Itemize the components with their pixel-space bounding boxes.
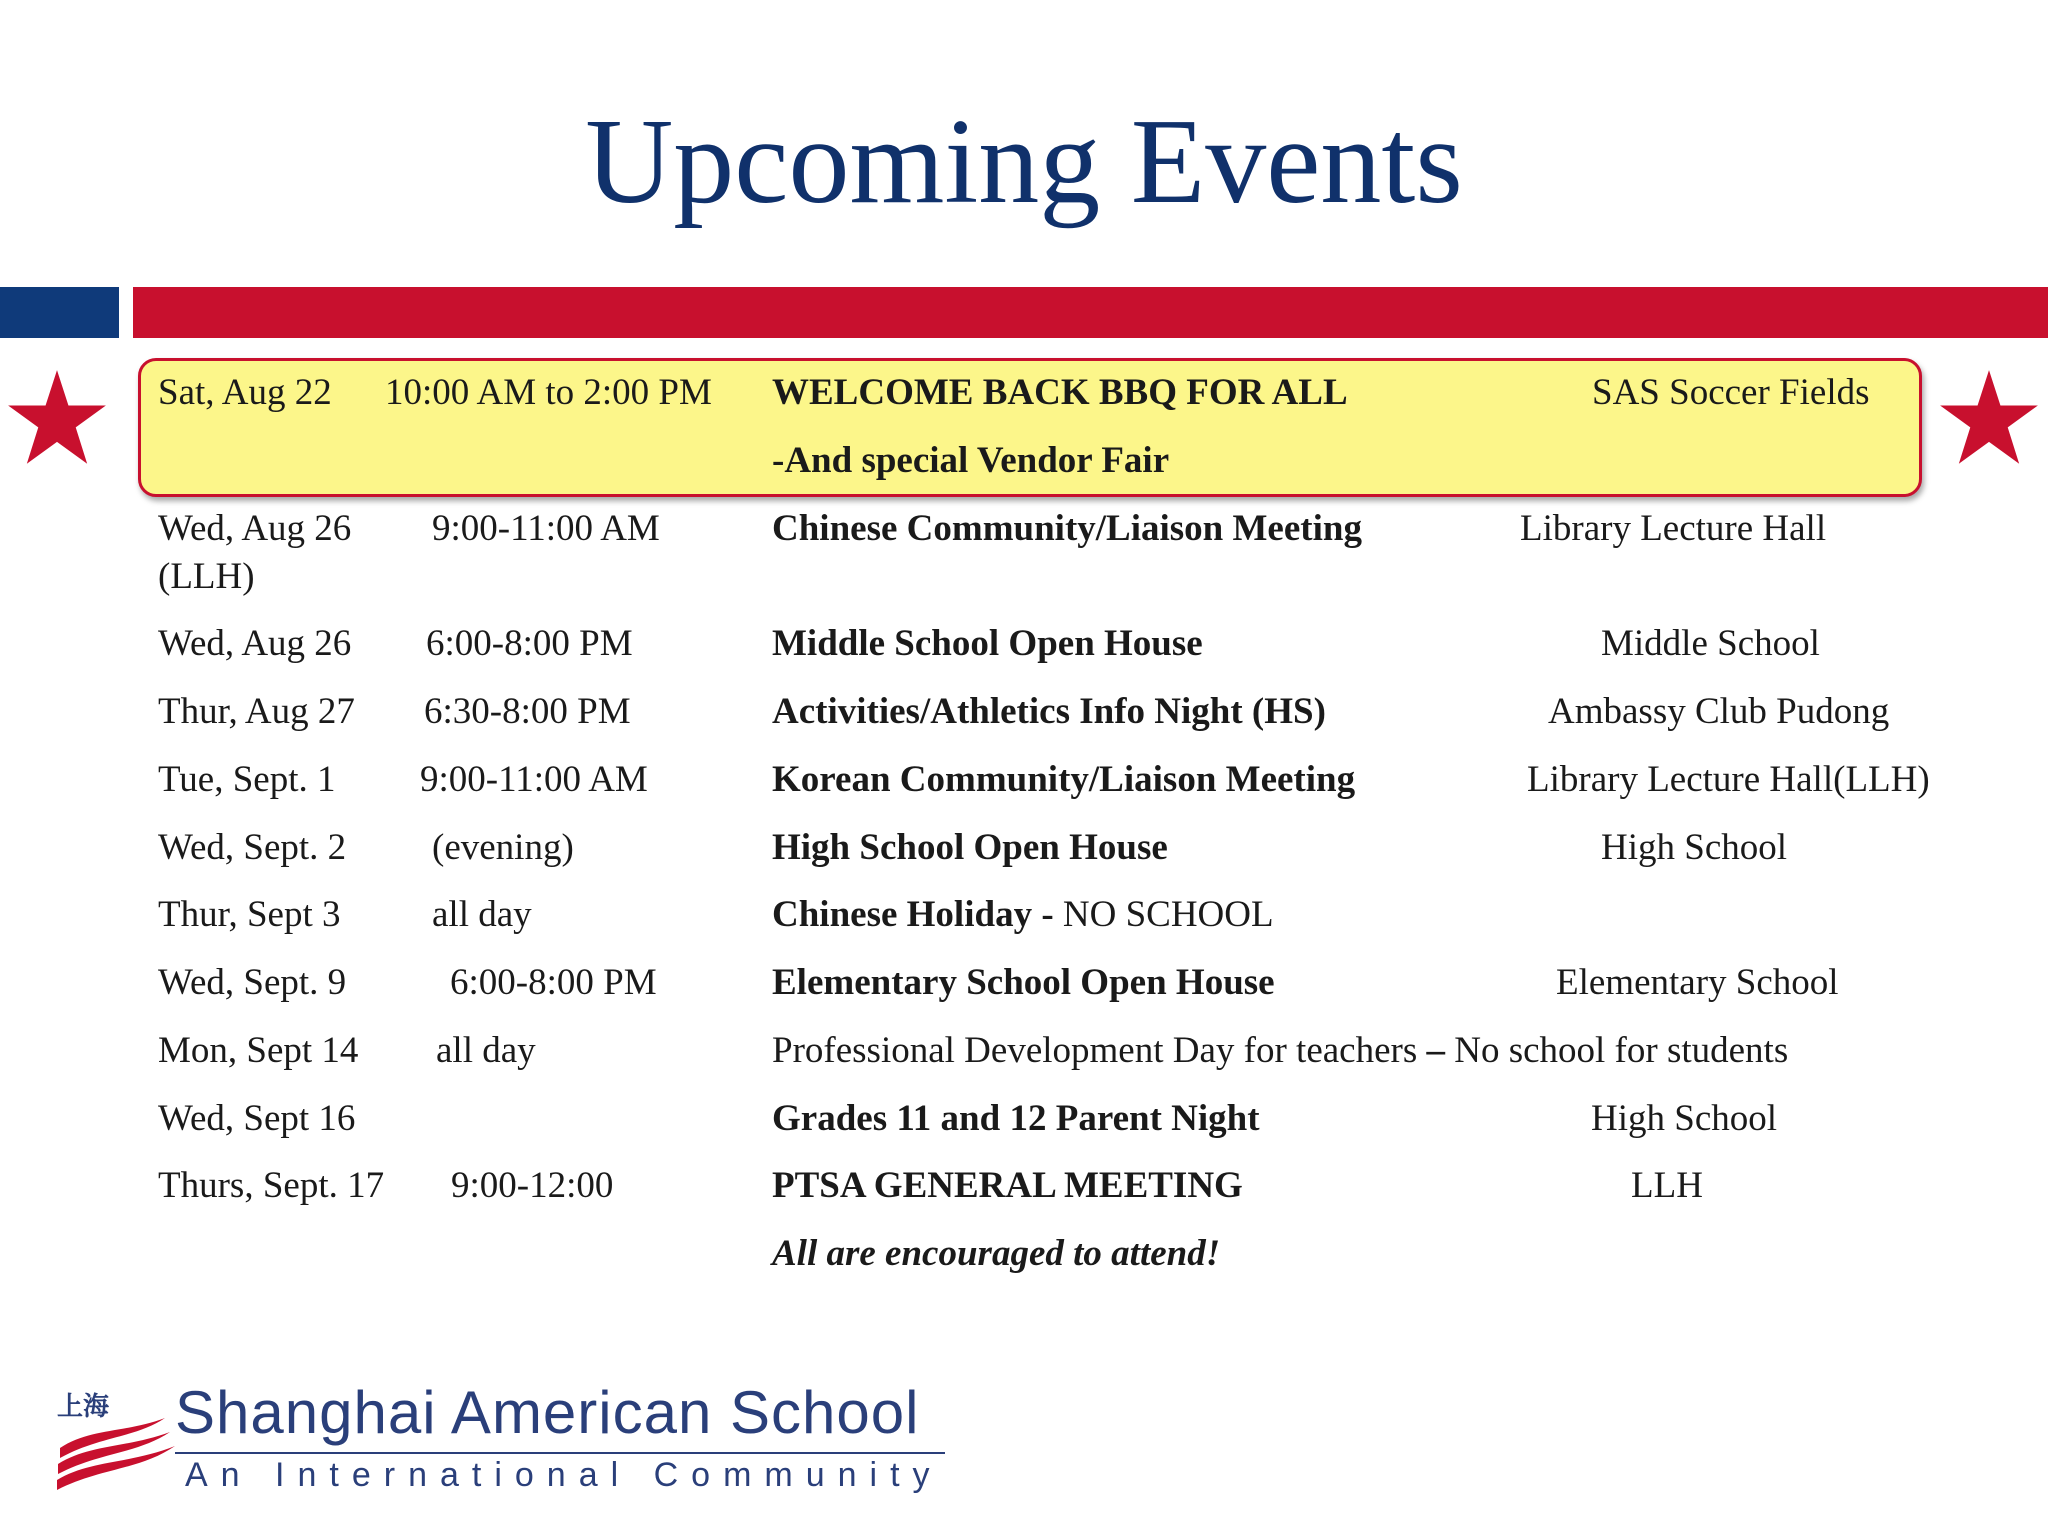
event-name: Middle School Open House	[772, 623, 1203, 664]
event-time: 6:00-8:00 PM	[426, 623, 633, 664]
event-location: Middle School	[1601, 623, 1820, 664]
header-bar-blue	[0, 287, 119, 338]
logo-chinese-text: 上海	[57, 1392, 110, 1422]
event-date: Wed, Sept. 2	[158, 827, 347, 868]
featured-event-date: Sat, Aug 22	[158, 372, 332, 413]
event-location: High School	[1591, 1098, 1778, 1139]
event-name: Grades 11 and 12 Parent Night	[772, 1098, 1260, 1139]
event-location: Library Lecture Hall(LLH)	[1527, 759, 1930, 800]
event-name	[772, 1029, 1788, 1073]
logo-tagline: An International Community	[185, 1456, 943, 1494]
event-location: Ambassy Club Pudong	[1548, 691, 1890, 732]
school-logo	[55, 1378, 943, 1494]
event-date-note: (LLH)	[158, 556, 255, 597]
event-name-note: NO SCHOOL	[1062, 894, 1274, 935]
event-location: High School	[1601, 827, 1788, 868]
flag-stripes-icon	[55, 1418, 180, 1493]
featured-event-subtitle: -And special Vendor Fair	[772, 440, 1170, 481]
event-name: PTSA GENERAL MEETING	[772, 1165, 1243, 1206]
event-time: all day	[436, 1030, 536, 1071]
event-date: Mon, Sept 14	[158, 1030, 359, 1071]
event-date: Thur, Aug 27	[158, 691, 355, 732]
event-name-bold: Chinese Holiday -	[772, 894, 1063, 935]
event-location: Library Lecture Hall	[1520, 508, 1827, 549]
featured-event-location: SAS Soccer Fields	[1592, 372, 1870, 413]
event-time: 9:00-11:00 AM	[420, 759, 648, 800]
event-name: High School Open House	[772, 827, 1168, 868]
event-location: Elementary School	[1556, 962, 1839, 1003]
star-icon	[5, 366, 109, 470]
event-name: Elementary School Open House	[772, 962, 1275, 1003]
event-time: 9:00-12:00	[451, 1165, 614, 1206]
event-time: all day	[432, 894, 532, 935]
event-date: Thur, Sept 3	[158, 894, 341, 935]
header-bar-red	[133, 287, 2048, 338]
featured-event-time: 10:00 AM to 2:00 PM	[385, 372, 712, 413]
event-time: 6:00-8:00 PM	[450, 962, 657, 1003]
event-name-main: Professional Development Day for teachers	[772, 1030, 1427, 1071]
star-icon	[1937, 366, 2041, 470]
featured-event-name: WELCOME BACK BBQ FOR ALL	[772, 372, 1348, 413]
event-date: Wed, Sept. 9	[158, 962, 347, 1003]
event-date: Thurs, Sept. 17	[158, 1165, 385, 1206]
event-name-dash: –	[1426, 1030, 1445, 1071]
event-time: 9:00-11:00 AM	[432, 508, 660, 549]
event-date: Wed, Sept 16	[158, 1098, 356, 1139]
event-name-note: No school for students	[1444, 1030, 1789, 1071]
logo-school-name: Shanghai American School	[175, 1379, 920, 1446]
page-title: Upcoming Events	[585, 94, 1463, 229]
event-note: All are encouraged to attend!	[772, 1233, 1221, 1274]
event-name: Chinese Community/Liaison Meeting	[772, 508, 1362, 549]
event-date: Wed, Aug 26	[158, 623, 352, 664]
event-date: Tue, Sept. 1	[158, 759, 336, 800]
event-location: LLH	[1631, 1165, 1703, 1206]
event-time: (evening)	[432, 827, 574, 868]
logo-divider	[175, 1452, 945, 1454]
event-name: Activities/Athletics Info Night (HS)	[772, 691, 1326, 732]
event-name	[772, 893, 1274, 937]
event-time: 6:30-8:00 PM	[424, 691, 631, 732]
event-name: Korean Community/Liaison Meeting	[772, 759, 1356, 800]
event-date: Wed, Aug 26	[158, 508, 352, 549]
